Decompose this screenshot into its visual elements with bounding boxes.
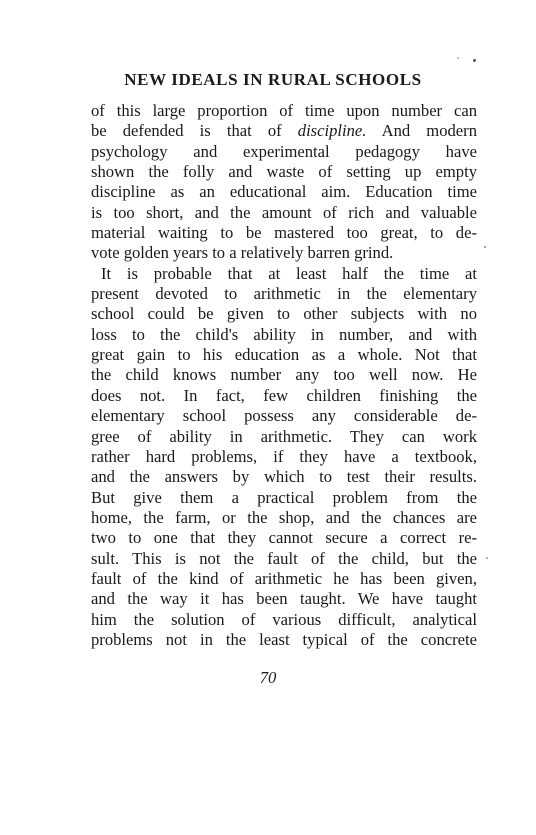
text-line: problems not in the least typical of the concrete bbox=[91, 629, 477, 649]
paper-speck bbox=[486, 557, 488, 559]
text-line: home, the farm, or the shop, and the chances are bbox=[91, 507, 477, 527]
text-line: school could be given to other subjects with no bbox=[91, 304, 477, 324]
text-line: the child knows number any too well now. He bbox=[91, 365, 477, 385]
text-line: discipline as an educational aim. Education time bbox=[91, 182, 477, 202]
text-line: sult. This is not the fault of the child, but the bbox=[91, 548, 477, 568]
text-line: of this large proportion of time upon number can bbox=[91, 101, 477, 120]
text-line: gree of ability in arithmetic. They can work bbox=[91, 426, 477, 446]
text-line: present devoted to arithmetic in the elementary bbox=[91, 284, 477, 304]
page-number: 70 bbox=[259, 668, 277, 687]
paper-speck bbox=[484, 246, 486, 248]
text-line: and the answers by which to test their results. bbox=[91, 467, 477, 487]
text-line: rather hard problems, if they have a textbook, bbox=[91, 446, 477, 466]
text-line: shown the folly and waste of setting up empty bbox=[91, 162, 477, 182]
text-line: does not. In fact, few children finishing the bbox=[91, 385, 477, 405]
body-text bbox=[91, 101, 477, 650]
text-line: psychology and experimental pedagogy have bbox=[91, 141, 477, 161]
text-line: great gain to his education as a whole. Not that bbox=[91, 345, 477, 365]
emphasis-word: discipline. bbox=[297, 121, 367, 141]
running-head: NEW IDEALS IN RURAL SCHOOLS bbox=[124, 70, 422, 89]
text-line: But give them a practical problem from the bbox=[91, 487, 477, 507]
text-line: two to one that they cannot secure a correct re- bbox=[91, 528, 477, 548]
paper-speck bbox=[457, 57, 459, 59]
text-line: and the way it has been taught. We have taught bbox=[91, 589, 477, 609]
paper-speck bbox=[473, 59, 476, 62]
text-line: It is probable that at least half the time at bbox=[101, 263, 477, 283]
text-line: fault of the kind of arithmetic he has been given, bbox=[91, 568, 477, 588]
text-line: be defended is that of discipline. And modern bbox=[91, 121, 477, 141]
text-line: vote golden years to a relatively barren grind. bbox=[91, 243, 394, 263]
text-line: material waiting to be mastered too great, to de- bbox=[91, 223, 477, 243]
text-line: is too short, and the amount of rich and valuable bbox=[91, 202, 477, 222]
text-line: elementary school possess any considerable de- bbox=[91, 406, 477, 426]
text-line: him the solution of various difficult, analytical bbox=[91, 609, 477, 629]
text-line: loss to the child's ability in number, and with bbox=[91, 324, 477, 344]
